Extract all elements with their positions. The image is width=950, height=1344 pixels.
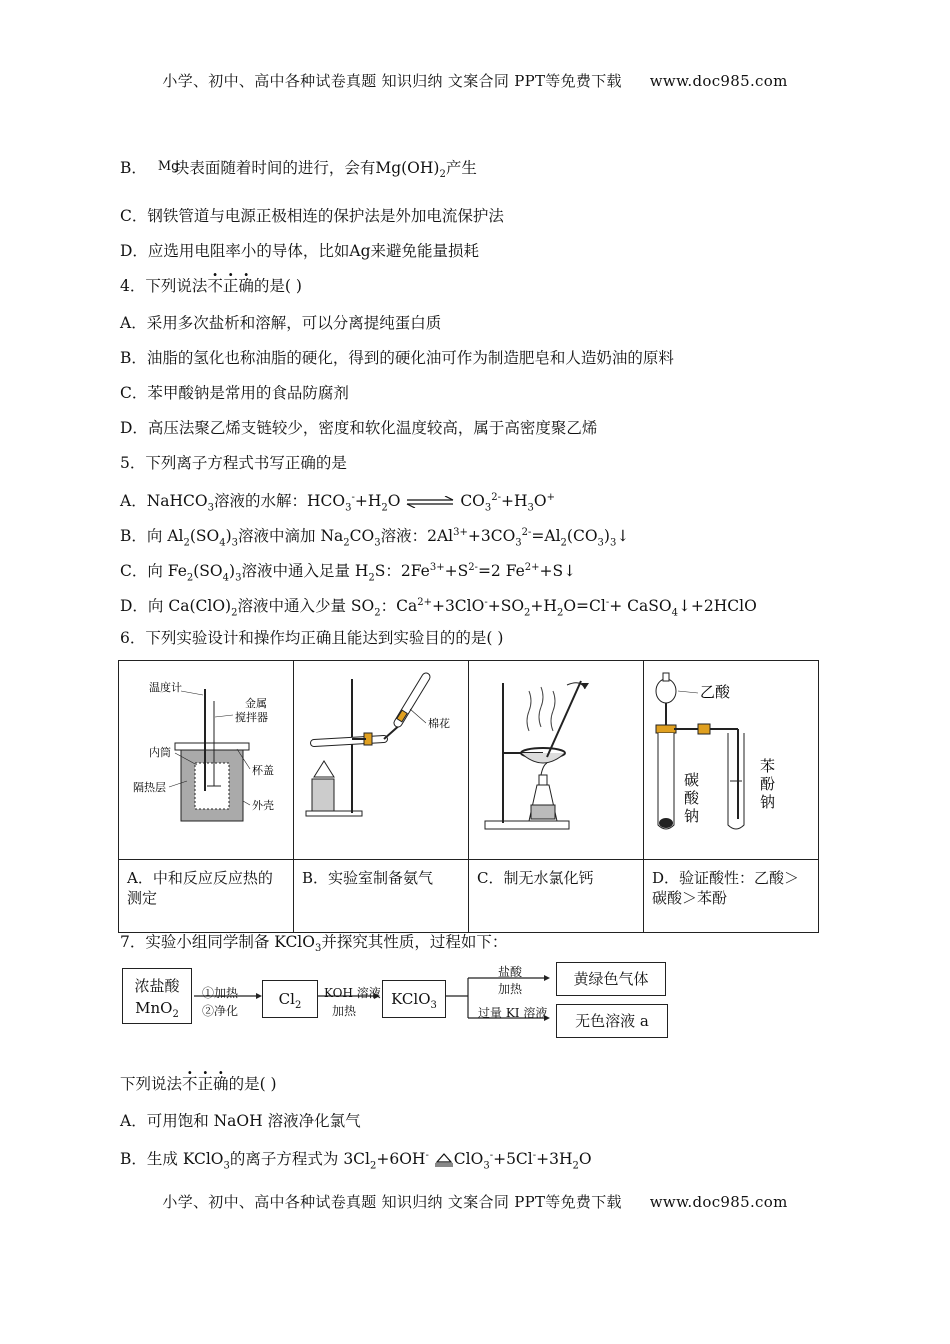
sodium-phenoxide-label-1: 苯: [760, 757, 776, 775]
ammonia-setup-figure: [294, 661, 469, 860]
sodium-carbonate-label-2: 酸: [684, 789, 700, 807]
evaporation-diagram: [469, 661, 643, 855]
sodium-carbonate-label-1: 碳: [684, 771, 700, 789]
ammonia-setup-diagram: [294, 661, 468, 855]
lid-label: 杯盖: [252, 764, 274, 777]
caption-c: C．制无水氯化钙: [469, 860, 644, 933]
q7-stem: 7．实验小组同学制备 KClO$_3$并探究其性质，过程如下：: [120, 933, 508, 955]
arrow1-top-label: ①加热: [202, 986, 239, 1000]
box-colorless-solution: 无色溶液 a: [556, 1004, 668, 1038]
page-footer: [0, 1191, 950, 1212]
arrow3-bottom-label: 加热: [498, 982, 523, 996]
arrow4-label: 过量 KI 溶液: [478, 1006, 548, 1020]
acetic-acid-label: 乙酸: [700, 683, 731, 701]
q5-option-d: D．向 $Ca(ClO)_2$溶液中通入少量 $SO_2$：$Ca^{2+}+3ClO^-+SO_2+H_2O=Cl^-+$ CaSO$_4$↓+2HClO: [120, 597, 757, 619]
mg-label: Mg: [157, 159, 180, 174]
q6-stem: 6．下列实验设计和操作均正确且能达到实验目的的是( ): [120, 629, 504, 647]
q4-option-b: B．油脂的氢化也称油脂的硬化，得到的硬化油可作为制造肥皂和人造奶油的原料: [120, 349, 674, 367]
inner-cup-label: 内筒: [149, 746, 171, 759]
caption-a: A．中和反应反应热的测定: [119, 860, 294, 933]
q3-option-b: B． Mg 块表面随着时间的进行，会有$Mg(OH)_2$产生: [120, 159, 477, 181]
arrow2-bottom-label: 加热: [332, 1004, 357, 1018]
sodium-phenoxide-label-3: 钠: [760, 793, 776, 811]
evaporation-figure: [469, 661, 644, 860]
experiment-table: [118, 660, 819, 933]
calorimeter-figure: [119, 661, 294, 860]
q5-option-c: C．向 $Fe_2(SO_4)_3$溶液中通入足量 $H_2S$：$2Fe^{3+}+S^{2-}=2$ $Fe^{2+}+S↓$: [120, 562, 577, 584]
sodium-phenoxide-label-2: 酚: [760, 775, 776, 793]
q4-stem: 4．下列说法不正确的是( ): [120, 277, 302, 295]
heating-triangle-icon: [434, 1153, 454, 1167]
shell-label: 外壳: [252, 799, 274, 812]
q5-option-a: A．NaHCO$_3$溶液的水解：$HCO_3^-+H_2O$ $CO_3^{2-}+H_3O^+$: [120, 492, 556, 514]
footer-site: www.doc985.com: [649, 1193, 788, 1211]
calorimeter-diagram: [119, 661, 293, 855]
caption-b: B．实验室制备氨气: [294, 860, 469, 933]
sodium-carbonate-label-3: 钠: [684, 807, 700, 825]
cotton-label: 棉花: [428, 717, 450, 730]
q5-option-b: B．向 $Al_2(SO_4)_3$溶液中滴加 $Na_2CO_3$溶液：$2Al^{3+}+3CO_3^{2-}=Al_2(CO_3)_3↓$: [120, 527, 630, 549]
arrow2-top-label: KOH 溶液: [324, 986, 381, 1000]
thermometer-label: 温度计: [149, 681, 182, 694]
box-reactants: 浓盐酸 MnO$_2$: [122, 968, 192, 1024]
q3-option-d: D．应选用电阻率小的导体，比如Ag来避免能量损耗: [120, 242, 480, 260]
q7-question: 下列说法不正确的是( ): [120, 1075, 277, 1093]
box-yellow-green-gas: 黄绿色气体: [556, 962, 666, 996]
arrow1-bottom-label: ②净化: [202, 1004, 239, 1018]
q7-option-b: B．生成 KClO$_3$的离子方程式为 $3Cl_2+6OH^-$ $ClO_3^-+5Cl^-+3H_2O$: [120, 1150, 592, 1172]
q4-option-d: D．高压法聚乙烯支链较少，密度和软化温度较高，属于高密度聚乙烯: [120, 419, 598, 437]
q5-stem: 5．下列离子方程式书写正确的是: [120, 454, 347, 472]
arrow3-top-label: 盐酸: [498, 965, 523, 979]
q4-option-c: C．苯甲酸钠是常用的食品防腐剂: [120, 384, 349, 402]
acidity-setup-figure: [644, 661, 819, 860]
q7-option-a: A．可用饱和 NaOH 溶液净化氯气: [120, 1112, 361, 1130]
stirrer-label-1: 金属: [245, 697, 267, 710]
insulation-label: 隔热层: [133, 781, 166, 794]
q4-option-a: A．采用多次盐析和溶解，可以分离提纯蛋白质: [120, 314, 442, 332]
footer-text: 小学、初中、高中各种试卷真题 知识归纳 文案合同 PPT等免费下载: [162, 1193, 622, 1211]
q3-option-c: C．钢铁管道与电源正极相连的保护法是外加电流保护法: [120, 207, 504, 225]
box-kclo3: KClO$_3$: [382, 980, 446, 1018]
caption-d: D．验证酸性：乙酸＞碳酸＞苯酚: [644, 860, 819, 933]
stirrer-label-2: 搅拌器: [235, 711, 268, 724]
box-chlorine: $Cl_2$: [262, 980, 318, 1018]
reversible-arrow-icon: [405, 496, 455, 508]
header-text: 小学、初中、高中各种试卷真题 知识归纳 文案合同 PPT等免费下载: [162, 72, 622, 90]
page-header: [0, 70, 950, 91]
acidity-setup-diagram: [644, 661, 818, 855]
header-site: www.doc985.com: [649, 72, 788, 90]
